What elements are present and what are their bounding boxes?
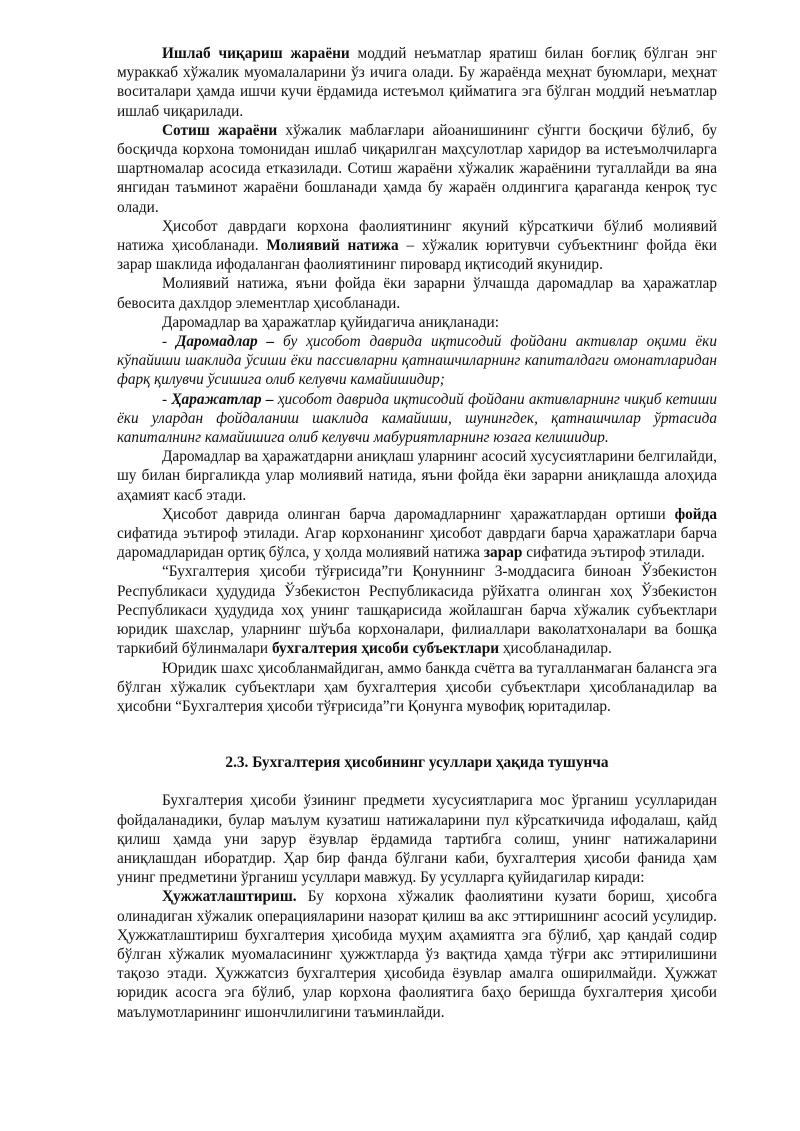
paragraph-production-process [117, 44, 717, 121]
term-income: Даромадлар – [175, 333, 275, 351]
paragraph-sales-process [117, 121, 717, 217]
paragraph-text: Ҳисобот даврдаги корхона фаолиятининг якуний кўрсаткичи бўлиб молиявий натижа ҳисобланади. [117, 217, 717, 255]
list-dash: - [162, 390, 172, 408]
term-loss: зарар [483, 544, 523, 562]
paragraph-text: ҳисобланадилар. [499, 640, 612, 658]
paragraph-text: “Бухгалтерия ҳисоби тўғрисида”ги Қонуннинг 3-моддасига биноан Ўзбекистон Республикаси ҳудудида Ўзбекистон Республикасида рўйхатга олинган хоҳ Ўзбекистон Республикаси ҳудудида хоҳ унинг ташқарисида жойлашган барча хўжалик субъектлари юридик шахслар, уларнинг шўъба корхоналари, филиаллари ваколатхоналари ва бошқа таркибий бўлинмалари [117, 563, 717, 658]
paragraph-text: моддий неъматлар яратиш билан боғлиқ бўлган энг мураккаб хўжалик муомалаларини ўз ичига олади. Бу жараёнда меҳнат буюмлари, меҳнат воситалари ҳамда ишчи кучи ёрдамида истеъмол қийматига эга бўлган моддий неъматлар ишлаб чиқарилади. [117, 45, 717, 120]
paragraph-text: – хўжалик юритувчи субъектнинг фойда ёки зарар шаклида ифодаланган фаолиятининг пировард иқтисодий якунидир. [117, 237, 717, 274]
section-heading: 2.3. Бухгалтерия ҳисобининг усуллари ҳақида тушунча [225, 754, 609, 772]
paragraph-text: сифатида эътироф этилади. Агар корхонанинг ҳисобот даврдаги барча ҳаражатлари барча даромадларидан ортиқ бўлса, у ҳолда молиявий натижа [117, 525, 717, 562]
paragraph-text: сифатида эътироф этилади. [522, 544, 705, 562]
paragraph-measurement: Молиявий натижа, яъни фойда ёки зарарни ўлчашда даромадлар ва ҳаражатлар бевосита дахлдор элементлар ҳисобланади. [117, 275, 717, 312]
paragraph-accounting-methods: Бухгалтерия ҳисоби ўзининг предмети хусусиятларига мос ўрганиш усулларидан фойдаланадики, булар маълум кузатиш натижаларини пул кўрсаткичида ифодалаш, қайд қилиш ҳамда уни зарур ёзувлар ёрдамида тартибга солиш, унинг натижаларини аниқлашдан иборатдир. Ҳар бир фанда бўлгани каби, бухгалтерия ҳисоби фанида ҳам унинг предметини ўрганиш усуллари мавжуд. Бу усулларга қуйидагилар киради: [117, 792, 717, 887]
term-sales-process: Сотиш жараёни [162, 121, 278, 139]
paragraph-documentation [117, 887, 717, 1021]
paragraph-financial-result [117, 217, 717, 275]
document-page [117, 44, 717, 1022]
paragraph-text: Бу корхона хўжалик фаолиятини кузати бориш, ҳисобга олинадиган хўжалик операцияларини назорат қилиш ва акс эттиришнинг асосий усулидир. Ҳужжатлаштириш бухгалтерия ҳисобида муҳим аҳамиятга эга бўлиб, ҳар қандай содир бўлган хўжалик муомаласининг ҳужжтларда ўз вақтида ҳамда тўғри акс эттирилишини тақозо этади. Ҳужжатсиз бухгалтерия ҳисобида ёзувлар амалга оширилмайди. Ҳужжат юридик асосга эга бўлиб, улар корхона фаолиятига баҳо беришда бухгалтерия ҳисоби маълумотларининг ишончлилигини таъминлайди. [117, 888, 717, 1021]
paragraph-text: хўжалик маблағлари айоанишининг сўнгги босқичи бўлиб, бу босқичда корхона томонидан ишлаб чиқарилган маҳсулотлар харидор ва истеъмолчиларга шартномалар асосида етказилади. Сотиш жараёни хўжалик жараёнини тугаллайди ва яна янгидан таъминот жараёни бошланади ҳамда бу жараён олдингига қараганда кенроқ тус олади. [117, 121, 718, 216]
paragraph-law-article [117, 562, 717, 658]
term-production-process: Ишлаб чиқариш жараёни [162, 45, 350, 62]
list-item-expenses [117, 390, 717, 448]
paragraph-text: Ҳисобот даврида олинган барча даромадларнинг ҳаражатлардан ортиши [162, 505, 675, 523]
list-dash: - [162, 333, 176, 351]
list-text: бу ҳисобот даврида иқтисодий фойдани активлар оқими ёки кўпайиши шаклида ўсиши ёки пассивларни қатнашчиларнинг капиталдаги омонатларидан фарқ қилувчи ўсишига олиб келувчи камайишидир; [117, 333, 717, 389]
paragraph-income-expense-features: Даромадлар ва ҳаражатдарни аниқлаш уларнинг асосий хусусиятларини белгилайди, шу билан биргаликда улар молиявий натида, яъни фойда ёки зарарни аниқлашда алоҳида аҳамият касб этади. [117, 448, 717, 504]
list-item-income [117, 332, 717, 390]
list-text: ҳисобот даврида иқтисодий фойдани активларнинг чиқиб кетиши ёки улардан фойдаланиш шаклида камайиши, шунингдек, қатнашчилар ўртасида капиталнинг камайишига олиб келувчи мабуриятларнинг юзага келишидир. [117, 390, 717, 447]
term-documentation: Ҳужжатлаштириш. [162, 888, 297, 906]
paragraph-non-legal-entities: Юридик шахс ҳисобланмайдиган, аммо банкда счётга ва тугалланмаган балансга эга бўлган хўжалик субъектлари ҳам бухгалтерия ҳисоби субъектлари ҳисобланадилар ва ҳисобни “Бухгалтерия ҳисоби тўғрисида”ги Қонунга мувофиқ юритадилар. [117, 659, 717, 715]
paragraph-definitions-intro: Даромадлар ва ҳаражатлар қуйидагича аниқланади: [162, 313, 499, 331]
term-accounting-subjects: бухгалтерия ҳисоби субъектлари [271, 640, 500, 658]
term-expenses: Ҳаражатлар – [171, 390, 274, 408]
term-financial-result: Молиявий натижа [266, 237, 399, 255]
term-profit: фойда [674, 505, 717, 523]
paragraph-profit-loss [117, 505, 717, 563]
